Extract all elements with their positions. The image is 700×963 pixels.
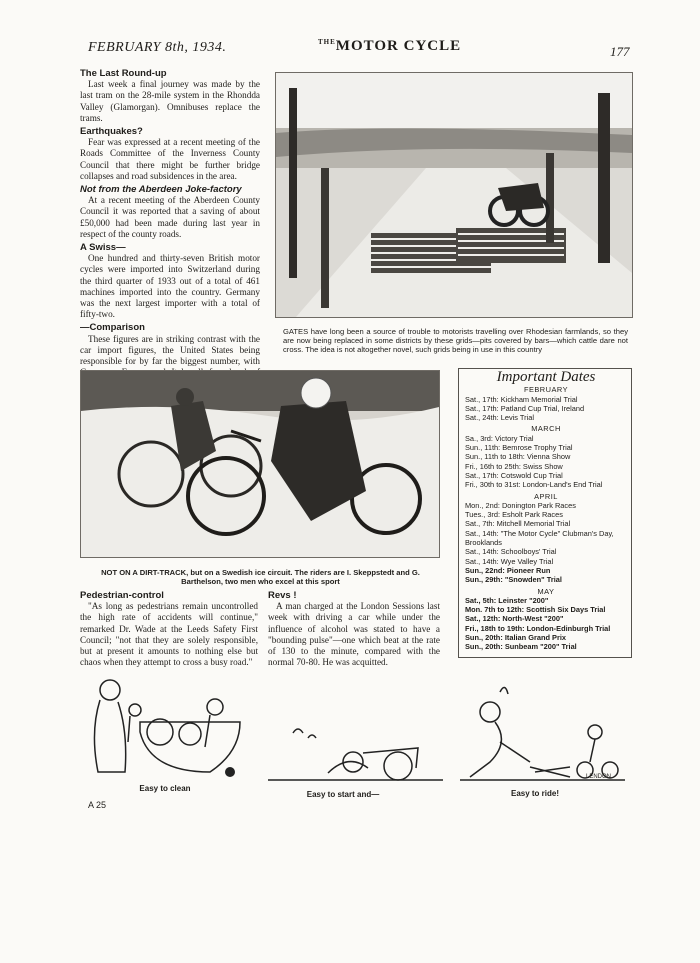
cartoon-start — [268, 718, 448, 799]
news-column — [80, 68, 260, 392]
page-number: 177 — [610, 44, 630, 59]
date-entry: Tues., 3rd: Esholt Park Races — [465, 510, 563, 520]
article-heading: Pedestrian-control — [80, 590, 164, 601]
date-entry: Sat., 7th: Mitchell Memorial Trial — [465, 519, 571, 529]
news-heading: Earthquakes? — [80, 126, 143, 138]
news-text: These figures are in striking contrast with the car import figures, the United States being responsible for by far the biggest number, with — [80, 333, 260, 367]
cartoon-start-drawing — [268, 718, 448, 784]
artist-signature: LENDON — [586, 774, 612, 780]
date-entry: Sun., 22nd: Pioneer Run — [465, 565, 551, 575]
news-text: Fear was expressed at a recent meeting of the Roads Committee of the Inverness County Council that there might be further bridge collapses and road subsidences in the area. — [80, 137, 260, 181]
date-entry: Sat., 12th: North-West "200" — [465, 614, 564, 624]
date-entry: Sun., 11th to 18th: Vienna Show — [465, 452, 571, 462]
cartoon-caption: Easy to start and— — [306, 790, 380, 799]
ice-racing-photo — [80, 370, 440, 558]
date-entry: Sun., 20th: Sunbeam "200" Trial — [465, 642, 577, 652]
page-footer: A 25 — [88, 800, 107, 810]
date-entry: Fri., 16th to 25th: Swiss Show — [465, 461, 563, 471]
revs-article — [268, 590, 440, 670]
month-heading: APRIL — [534, 491, 558, 501]
month-heading: MARCH — [531, 424, 561, 434]
news-heading: The Last Round-up — [80, 68, 167, 79]
masthead-the: THE — [318, 38, 336, 46]
ice-racing-caption: NOT ON A DIRT-TRACK, but on a Swedish ice circuit. The riders are I. Skeppstedt and G. Barthelson, two men who excel at this sport — [101, 568, 420, 586]
date-entry: Sat., 14th: "The Motor Cycle" Clubman's Day, Brooklands — [465, 528, 614, 548]
important-dates-box — [458, 368, 632, 658]
pedestrian-article — [80, 590, 258, 670]
date-entry: Sun., 20th: Italian Grand Prix — [465, 633, 567, 643]
cartoon-caption: Easy to ride! — [510, 789, 559, 798]
date-entry: Sa., 3rd: Victory Trial — [465, 433, 534, 443]
cartoon-clean — [80, 672, 250, 793]
date-entry: Mon., 2nd: Donington Park Races — [465, 500, 576, 510]
news-text: One hundred and thirty-seven British motor cycles were imported into Switzerland during the third quarter of 1933 out of a total of 461 machines imported into the country. Germany was the next largest importer with a total of fifty-two. — [80, 253, 260, 320]
date-entry: Sat., 14th: Schoolboys' Trial — [465, 547, 557, 557]
date-entry: Sun., 11th: Bemrose Trophy Trial — [465, 443, 573, 453]
issue-date: FEBRUARY 8th, 1934. — [88, 40, 227, 55]
news-heading: Not from the Aberdeen Joke-factory — [80, 184, 242, 196]
cattle-grid-illustration — [276, 73, 632, 317]
date-entry: Sat., 24th: Levis Trial — [465, 413, 535, 423]
date-entry: Sat., 17th: Cotswold Cup Trial — [465, 470, 563, 480]
news-text: At a recent meeting of the Aberdeen County Council it was reported that a saving of about £50,000 had been made during last year in respect of the county roads. — [80, 195, 260, 239]
cartoon-clean-drawing — [80, 672, 250, 784]
month-heading: FEBRUARY — [523, 385, 569, 395]
news-text: Last week a final journey was made by the last tram on the 28-mile system in the Rhondda Valley (Glamorgan). Omnibuses replace the trams. — [80, 79, 260, 123]
masthead-title: MOTOR CYCLE — [335, 38, 462, 54]
gates-caption: GATES have long been a source of trouble to motorists travelling over Rhodesian farmlands, so they are now being replaced in some districts by these grids—pits covered by bars—which cattle dare not cross. The idea is not altogether novel, such grids being in use in this country — [283, 327, 628, 354]
cartoon-caption: Easy to clean — [139, 784, 191, 793]
date-entry: Sat., 14th: Wye Valley Trial — [465, 556, 554, 566]
news-heading: —Comparison — [80, 322, 145, 334]
date-entry: Mon. 7th to 12th: Scottish Six Days Trial — [465, 605, 606, 615]
news-heading: A Swiss— — [80, 242, 126, 254]
cartoon-ride — [460, 682, 632, 798]
important-dates-title: Important Dates — [496, 369, 596, 385]
article-text: "As long as pedestrians remain uncontrolled the high rate of accidents will continue," remarked Dr. Wade at the Leeds Safety First Council; "not that they are solely responsible, but at present it amounts to nothing else but chaos when they attempt to cross a busy road." — [80, 601, 258, 668]
date-entry: Fri., 18th to 19th: London-Edinburgh Trial — [465, 623, 611, 633]
cattle-grid-photo — [275, 72, 633, 318]
month-heading: MAY — [537, 586, 555, 596]
article-text: A man charged at the London Sessions last week with driving a car while under the influence of alcohol was stated to have a "bounding pulse"—one which beat at the rate of 130 to the minute, compared with the normal 70-80. He was acquitted. — [268, 601, 440, 668]
article-heading: Revs ! — [268, 590, 297, 601]
date-entry: Sun., 29th: "Snowden" Trial — [465, 575, 562, 585]
ice-racers-illustration — [81, 371, 439, 557]
date-entry: Sat., 17th: Kickham Memorial Trial — [465, 394, 578, 404]
cartoon-ride-drawing — [460, 682, 632, 784]
date-entry: Sat., 5th: Leinster "200" — [465, 595, 549, 605]
date-entry: Fri., 30th to 31st: London-Land's End Trial — [465, 480, 603, 490]
date-entry: Sat., 17th: Patland Cup Trial, Ireland — [465, 403, 585, 413]
masthead-logo — [318, 38, 461, 55]
